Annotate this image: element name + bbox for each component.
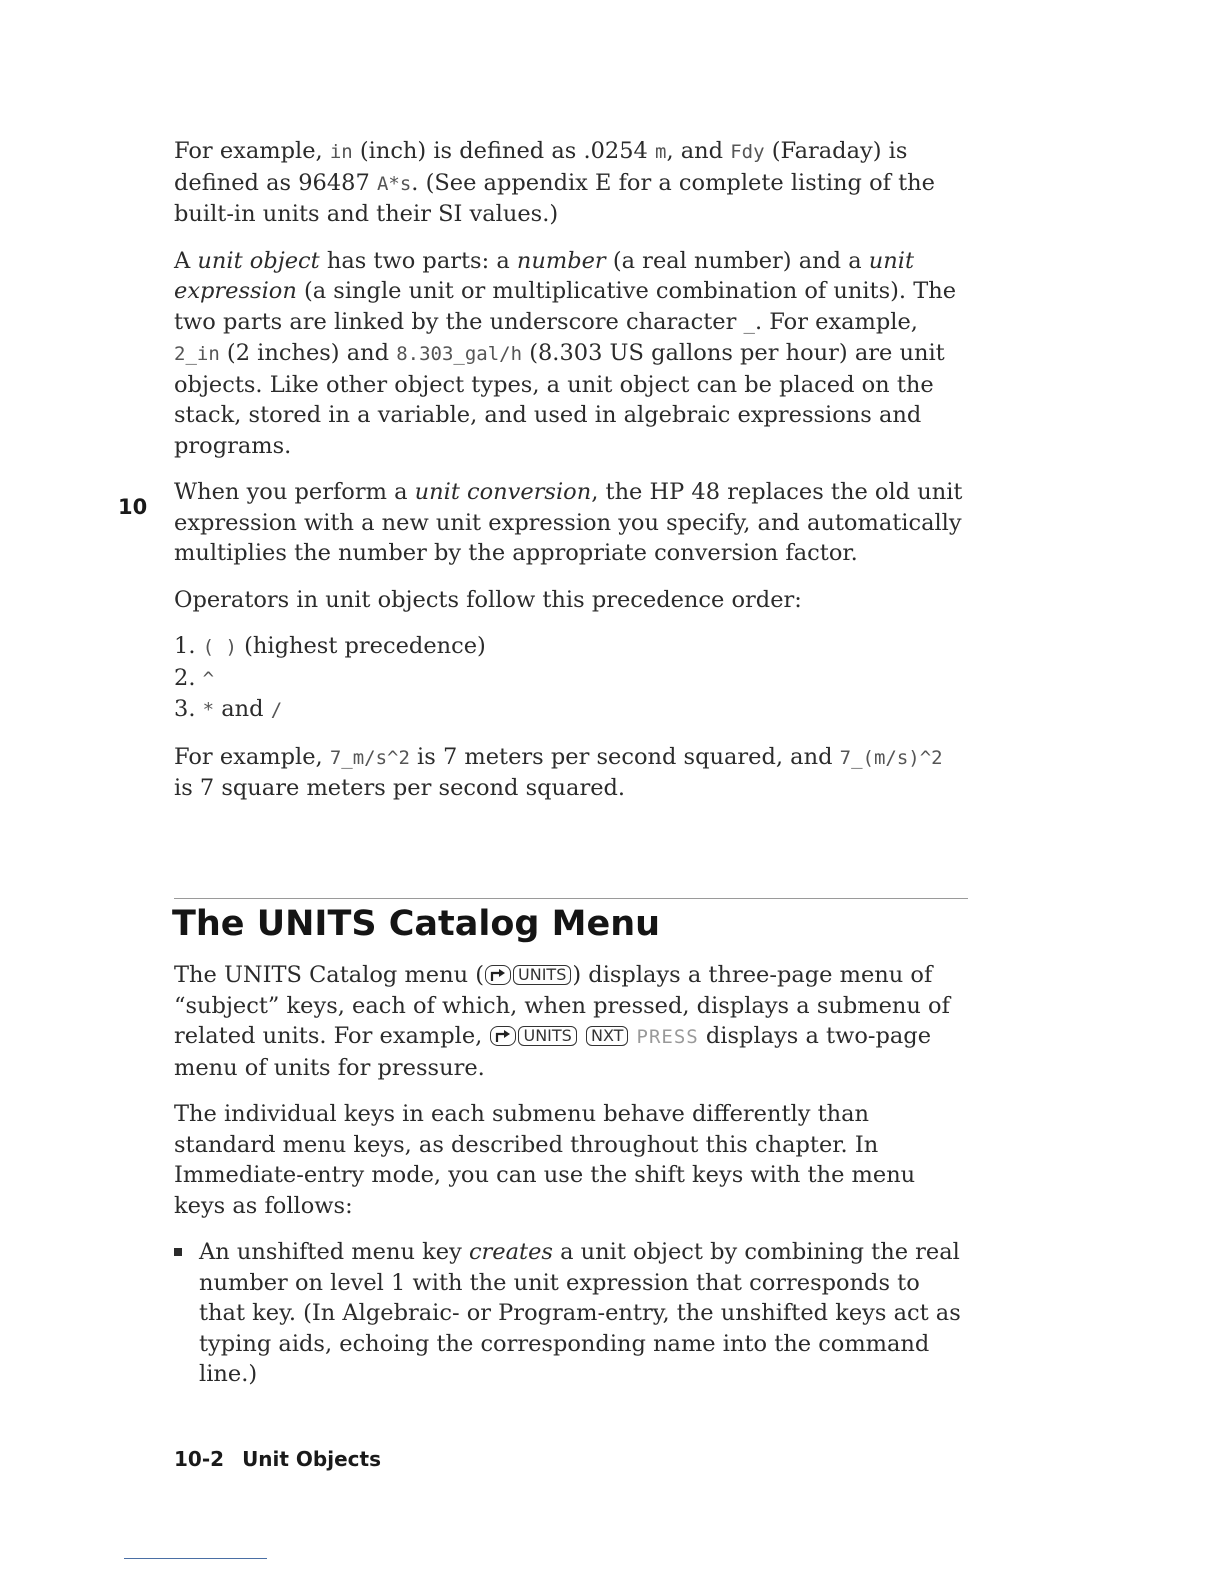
list-item: An unshifted menu key creates a unit object by combining the real number on level 1 with the unit expression that corresponds to that key. (In Algebraic- or Program-entry, the unshifted keys act as typing aids, echoing the corresponding name into the command line.) (174, 1237, 964, 1390)
paragraph-precedence-intro: Operators in unit objects follow this precedence order: (174, 586, 802, 613)
paragraph-submenu-keys: The individual keys in each submenu behave differently than standard menu keys, as described throughout this chapter. In Immediate-entry mode, you can use the shift keys with the menu keys as follows: (174, 1101, 916, 1219)
code-7-ms-2: 7_(m/s)^2 (839, 746, 943, 769)
code-2-in: 2_in (174, 343, 220, 365)
section-heading: The UNITS Catalog Menu (172, 904, 661, 944)
code-fdy: Fdy (730, 141, 765, 163)
code-gal-h: 8.303_gal/h (396, 343, 523, 365)
code-as: A*s (376, 172, 412, 195)
paragraph-operator-example: For example, 7_m/s^2 is 7 meters per second squared, and 7_(m/s)^2 is 7 square meters per second squared. (174, 743, 943, 801)
code-m: m (655, 141, 667, 163)
nxt-key: NXT (586, 1026, 628, 1046)
units-catalog-section (174, 960, 964, 1390)
precedence-list (174, 631, 964, 726)
paragraph-unit-definitions: For example, in (inch) is defined as .0254 m, and Fdy (Faraday) is defined as 96487 A*s. (See appendix E for a complete listing of the built-in units and their SI values.) (174, 138, 935, 227)
section-divider (174, 898, 968, 899)
side-chapter-number: 10 (118, 495, 148, 519)
press-softkey: PRESS (636, 1026, 699, 1048)
page-number: 10-2 (174, 1447, 225, 1471)
page-footer (174, 1447, 381, 1471)
bullet-icon (174, 1248, 182, 1256)
list-item: 1. ( ) (highest precedence) (174, 633, 486, 659)
chapter-title: Unit Objects (242, 1447, 381, 1471)
units-key: UNITS (518, 1026, 576, 1046)
paragraph-unit-conversion: When you perform a unit conversion, the HP 48 replaces the old unit expression with a new unit expression you specify, and automatically multiplies the number by the appropriate conversion factor. (174, 479, 963, 566)
bottom-divider (124, 1558, 267, 1559)
code-in: in (329, 141, 353, 163)
list-item: 3. * and / (174, 696, 283, 722)
paragraph-units-catalog: The UNITS Catalog menu ( UNITS ) displays a three-page menu of “subject” keys, each of which, when pressed, displays a submenu of related units. For example, UNITS NXT PRESS displays a two-page menu of units for pressure. (174, 962, 950, 1081)
right-shift-arrow-icon (490, 1026, 516, 1046)
code-underscore: _ (743, 311, 755, 334)
body-text (174, 136, 964, 820)
list-item: 2. ^ (174, 664, 215, 691)
right-shift-arrow-icon (485, 965, 511, 985)
paragraph-unit-object: A unit object has two parts: a number (a real number) and a unit expression (a single unit or multiplicative combination of units). The two parts are linked by the underscore character _. For example, 2_in (2 inches) and 8.303_gal/h (8.303 US gallons per hour) are unit objects. Like other object types, a unit object can be placed on the stack, stored in a variable, and used in algebraic expressions and programs. (174, 247, 957, 459)
code-7-m-s2: 7_m/s^2 (329, 746, 410, 769)
units-key: UNITS (513, 965, 571, 985)
